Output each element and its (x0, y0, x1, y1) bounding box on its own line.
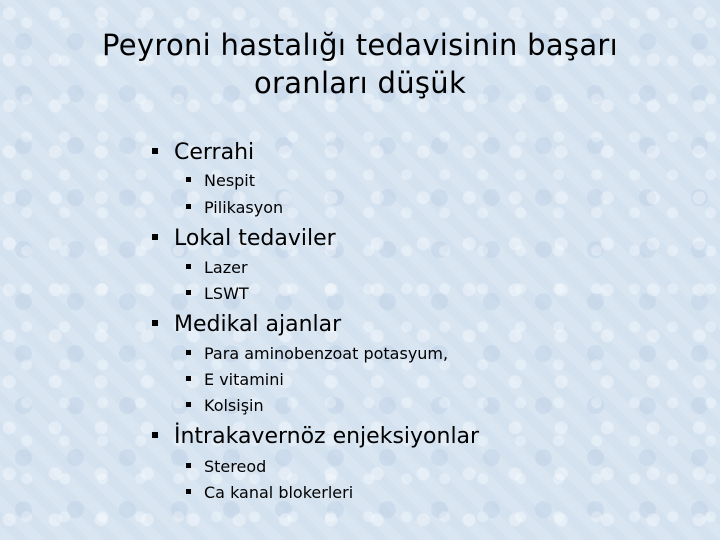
square-bullet-icon (152, 320, 158, 326)
slide-title (40, 26, 680, 102)
section-heading-label: Cerrahi (174, 140, 255, 165)
square-bullet-icon (186, 376, 191, 381)
section-heading-lokal-tedaviler (152, 226, 336, 252)
list-item-label: Stereod (204, 457, 267, 476)
section-heading-medikal-ajanlar (152, 312, 341, 338)
section-heading-intrakavernoz (152, 424, 479, 450)
title-line-2: oranları düşük (253, 66, 467, 100)
section-heading-label: Medikal ajanlar (174, 312, 342, 337)
section-heading-label: Lokal tedaviler (174, 226, 336, 251)
list-item (186, 198, 283, 218)
list-item-label: Pilikasyon (204, 198, 284, 217)
list-item-label: Nespit (204, 171, 256, 190)
list-item-label: LSWT (204, 284, 249, 303)
square-bullet-icon (152, 234, 158, 240)
list-item-label: Kolsişin (204, 396, 264, 415)
square-bullet-icon (186, 290, 191, 295)
square-bullet-icon (186, 177, 191, 182)
section-heading-label: İntrakavernöz enjeksiyonlar (174, 424, 480, 449)
title-line-1: Peyroni hastalığı tedavisinin başarı (102, 28, 618, 62)
list-item (186, 344, 448, 364)
square-bullet-icon (186, 264, 191, 269)
square-bullet-icon (186, 463, 191, 468)
list-item (186, 258, 248, 278)
section-heading-cerrahi (152, 140, 254, 166)
square-bullet-icon (186, 402, 191, 407)
list-item (186, 284, 249, 304)
square-bullet-icon (186, 204, 191, 209)
list-item (186, 457, 266, 477)
square-bullet-icon (186, 489, 191, 494)
list-item-label: Ca kanal blokerleri (204, 483, 354, 502)
square-bullet-icon (152, 148, 158, 154)
list-item-label: Para aminobenzoat potasyum, (204, 344, 449, 363)
list-item-label: E vitamini (204, 370, 284, 389)
list-item (186, 396, 264, 416)
list-item-label: Lazer (204, 258, 248, 277)
list-item (186, 370, 284, 390)
list-item (186, 483, 353, 503)
square-bullet-icon (186, 350, 191, 355)
square-bullet-icon (152, 432, 158, 438)
list-item (186, 171, 255, 191)
